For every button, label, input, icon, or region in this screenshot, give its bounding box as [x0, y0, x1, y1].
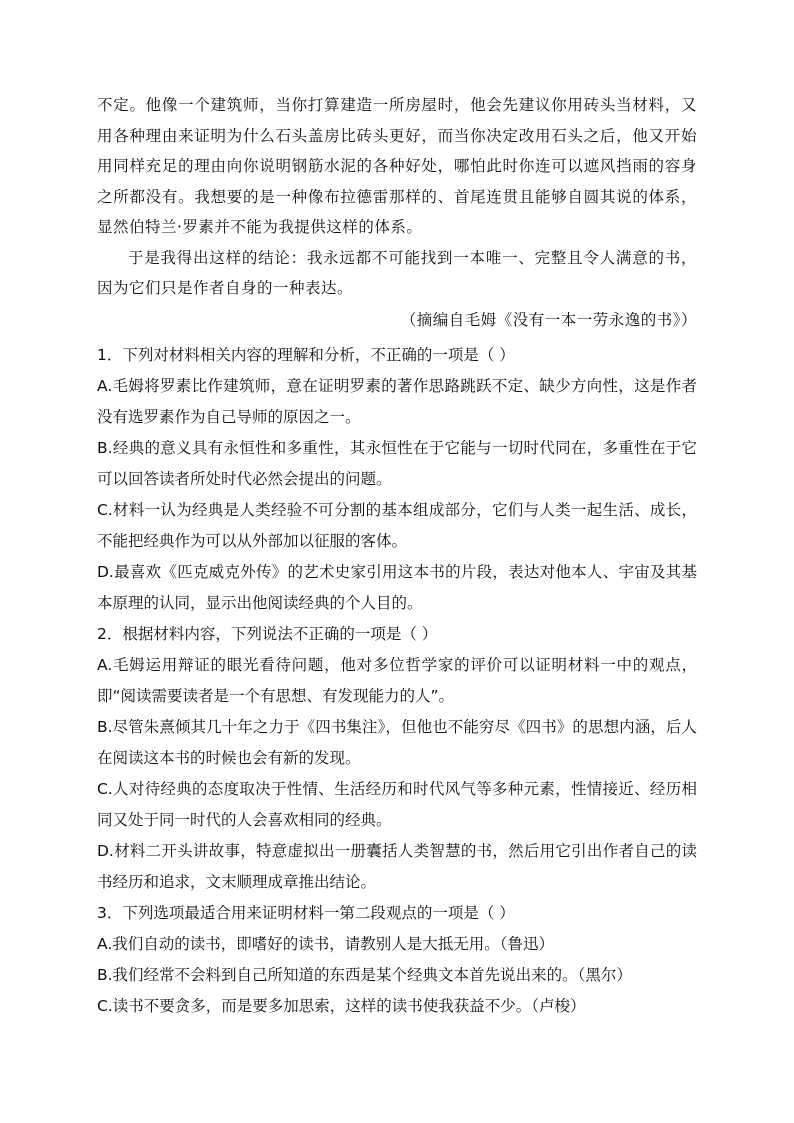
question-option: D.材料二开头讲故事，特意虚拟出一册囊括人类智慧的书，然后用它引出作者自己的读书经历和追求，文末顺理成章推出结论。 [97, 842, 697, 891]
question-option: D.最喜欢《匹克威克外传》的艺术史家引用这本书的片段，表达对他本人、宇宙及其基本原理的认同，显示出他阅读经典的个人目的。 [97, 563, 697, 612]
question-option: B.经典的意义具有永恒性和多重性，其永恒性在于它能与一切时代同在，多重性在于它可以回答读者所处时代必然会提出的问题。 [97, 439, 697, 488]
reading-passage [97, 90, 697, 335]
question-option: B.尽管朱熹倾其几十年之力于《四书集注》，但他也不能穷尽《四书》的思想内涵，后人在阅读这本书的时候也会有新的发现。 [97, 718, 697, 767]
question-option: C.读书不要贪多，而是要多加思索，这样的读书使我获益不少。（卢梭） [97, 997, 586, 1015]
question-stem: 3．下列选项最适合用来证明材料一第二段观点的一项是（ ） [97, 904, 515, 922]
question-option: A.我们自动的读书，即嗜好的读书，请教别人是大抵无用。（鲁迅） [97, 935, 555, 953]
passage-source: （摘编自毛姆《没有一本一劳永逸的书》） [400, 310, 697, 329]
question-stem: 2．根据材料内容，下列说法不正确的一项是（ ） [97, 625, 438, 643]
question-option: C.材料一认为经典是人类经验不可分割的基本组成部分，它们与人类一起生活、成长，不能把经典作为可以从外部加以征服的客体。 [97, 501, 697, 550]
question-option: A.毛姆运用辩证的眼光看待问题，他对多位哲学家的评价可以证明材料一中的观点，即“阅读需要读者是一个有思想、有发现能力的人”。 [97, 656, 697, 705]
passage-paragraph: 于是我得出这样的结论：我永远都不可能找到一本唯一、完整且令人满意的书，因为它们只是作者自身的一种表达。 [97, 248, 697, 297]
question-stem: 1．下列对材料相关内容的理解和分析，不正确的一项是（ ） [97, 346, 515, 364]
question-option: C.人对待经典的态度取决于性情、生活经历和时代风气等多种元素，性情接近、经历相同又处于同一时代的人会喜欢相同的经典。 [97, 780, 697, 829]
question-list [97, 340, 697, 1022]
question-option: A.毛姆将罗素比作建筑师，意在证明罗素的著作思路跳跃不定、缺少方向性，这是作者没有选罗素作为自己导师的原因之一。 [97, 377, 697, 426]
question-option: B.我们经常不会料到自己所知道的东西是某个经典文本首先说出来的。（黑尔） [97, 966, 632, 984]
passage-paragraph: 不定。他像一个建筑师，当你打算建造一所房屋时，他会先建议你用砖头当材料，又用各种理由来证明为什么石头盖房比砖头更好，而当你决定改用石头之后，他又开始用同样充足的理由向你说明钢筋水泥的各种好处，哪怕此时你连可以遮风挡雨的容身之所都没有。我想要的是一种像布拉德雷那样的、首尾连贯且能够自圆其说的体系，显然伯特兰·罗素并不能为我提供这样的体系。 [97, 96, 697, 236]
